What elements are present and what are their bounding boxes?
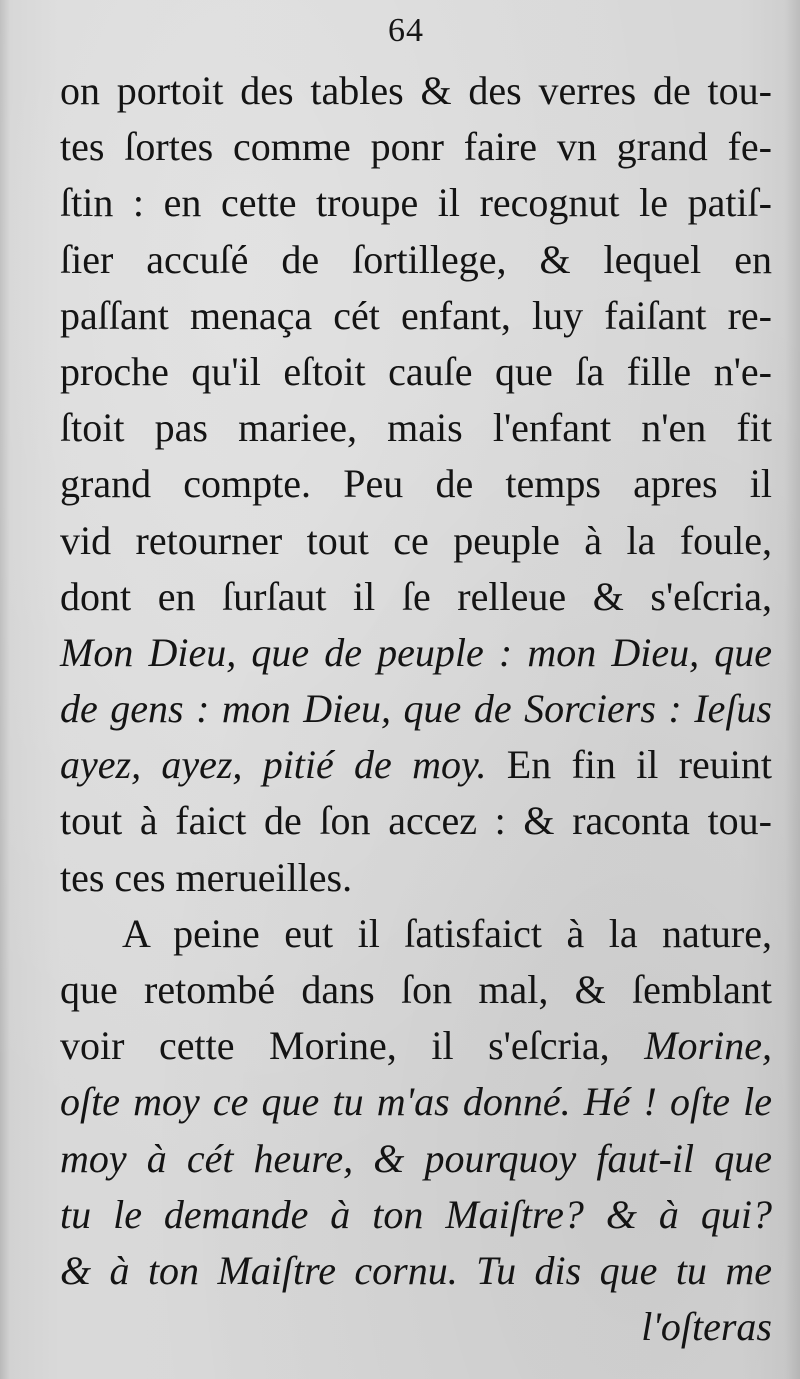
text-segment: tes ſortes comme ponr faire vn grand fe- [60, 124, 772, 170]
text-line [60, 681, 772, 737]
text-line [60, 1299, 772, 1355]
text-line [60, 1018, 772, 1074]
italic-text-segment: moy à cét heure, & pourquoy faut-il que [60, 1135, 772, 1181]
text-line [60, 119, 772, 175]
text-line [60, 569, 772, 625]
text-line [60, 850, 772, 906]
text-line [60, 456, 772, 512]
text-segment: A peine eut il ſatisfaict à la nature, [122, 910, 772, 956]
text-line [60, 513, 772, 569]
page-number: 64 [388, 12, 424, 49]
italic-text-segment: Morine, [644, 1023, 772, 1069]
text-line [60, 63, 772, 119]
text-segment: paſſant menaça cét enfant, luy faiſant re- [60, 292, 772, 338]
text-line [60, 1131, 772, 1187]
text-segment: proche qu'il eſtoit cauſe que ſa fille n'e- [60, 348, 772, 394]
text-line [60, 288, 772, 344]
italic-text-segment: de gens : mon Dieu, que de Sorciers : Ieſus [60, 686, 772, 732]
text-line [60, 793, 772, 849]
text-segment: En fin il reuint [486, 742, 772, 788]
text-line [60, 1074, 772, 1130]
text-line [60, 175, 772, 231]
italic-text-segment: ayez, ayez, pitié de moy. [60, 742, 487, 788]
text-segment: ſtin : en cette troupe il recognut le patiſ- [60, 180, 772, 226]
text-line [60, 400, 772, 456]
text-line [60, 906, 772, 962]
italic-text-segment: Mon Dieu, que de peuple : mon Dieu, que [60, 629, 772, 675]
italic-text-segment: & à ton Maiſtre cornu. Tu dis que tu me [60, 1247, 772, 1293]
body-text [60, 63, 772, 1355]
text-line [60, 344, 772, 400]
text-line [60, 232, 772, 288]
text-segment: ſtoit pas mariee, mais l'enfant n'en fit [60, 405, 772, 451]
text-line [60, 625, 772, 681]
text-segment: voir cette Morine, il s'eſcria, [60, 1023, 645, 1069]
italic-text-segment: tu le demande à ton Maiſtre? & à qui? [60, 1191, 772, 1237]
text-line [60, 737, 772, 793]
text-line [60, 1187, 772, 1243]
text-line [60, 1243, 772, 1299]
text-line [60, 962, 772, 1018]
text-segment: ſier accuſé de ſortillege, & lequel en [60, 236, 772, 282]
text-segment: vid retourner tout ce peuple à la foule, [60, 517, 772, 563]
text-segment: tout à faict de ſon accez : & raconta tou- [60, 798, 772, 844]
text-segment: on portoit des tables & des verres de tou- [60, 68, 772, 113]
italic-text-segment: l'oſteras [641, 1304, 772, 1350]
text-segment: dont en ſurſaut il ſe relleue & s'eſcria, [60, 573, 772, 619]
italic-text-segment: oſte moy ce que tu m'as donné. Hé ! oſte le [60, 1079, 772, 1125]
text-segment: grand compte. Peu de temps apres il [60, 461, 772, 507]
text-segment: tes ces merueilles. [60, 854, 353, 900]
text-segment: que retombé dans ſon mal, & ſemblant [60, 967, 772, 1012]
